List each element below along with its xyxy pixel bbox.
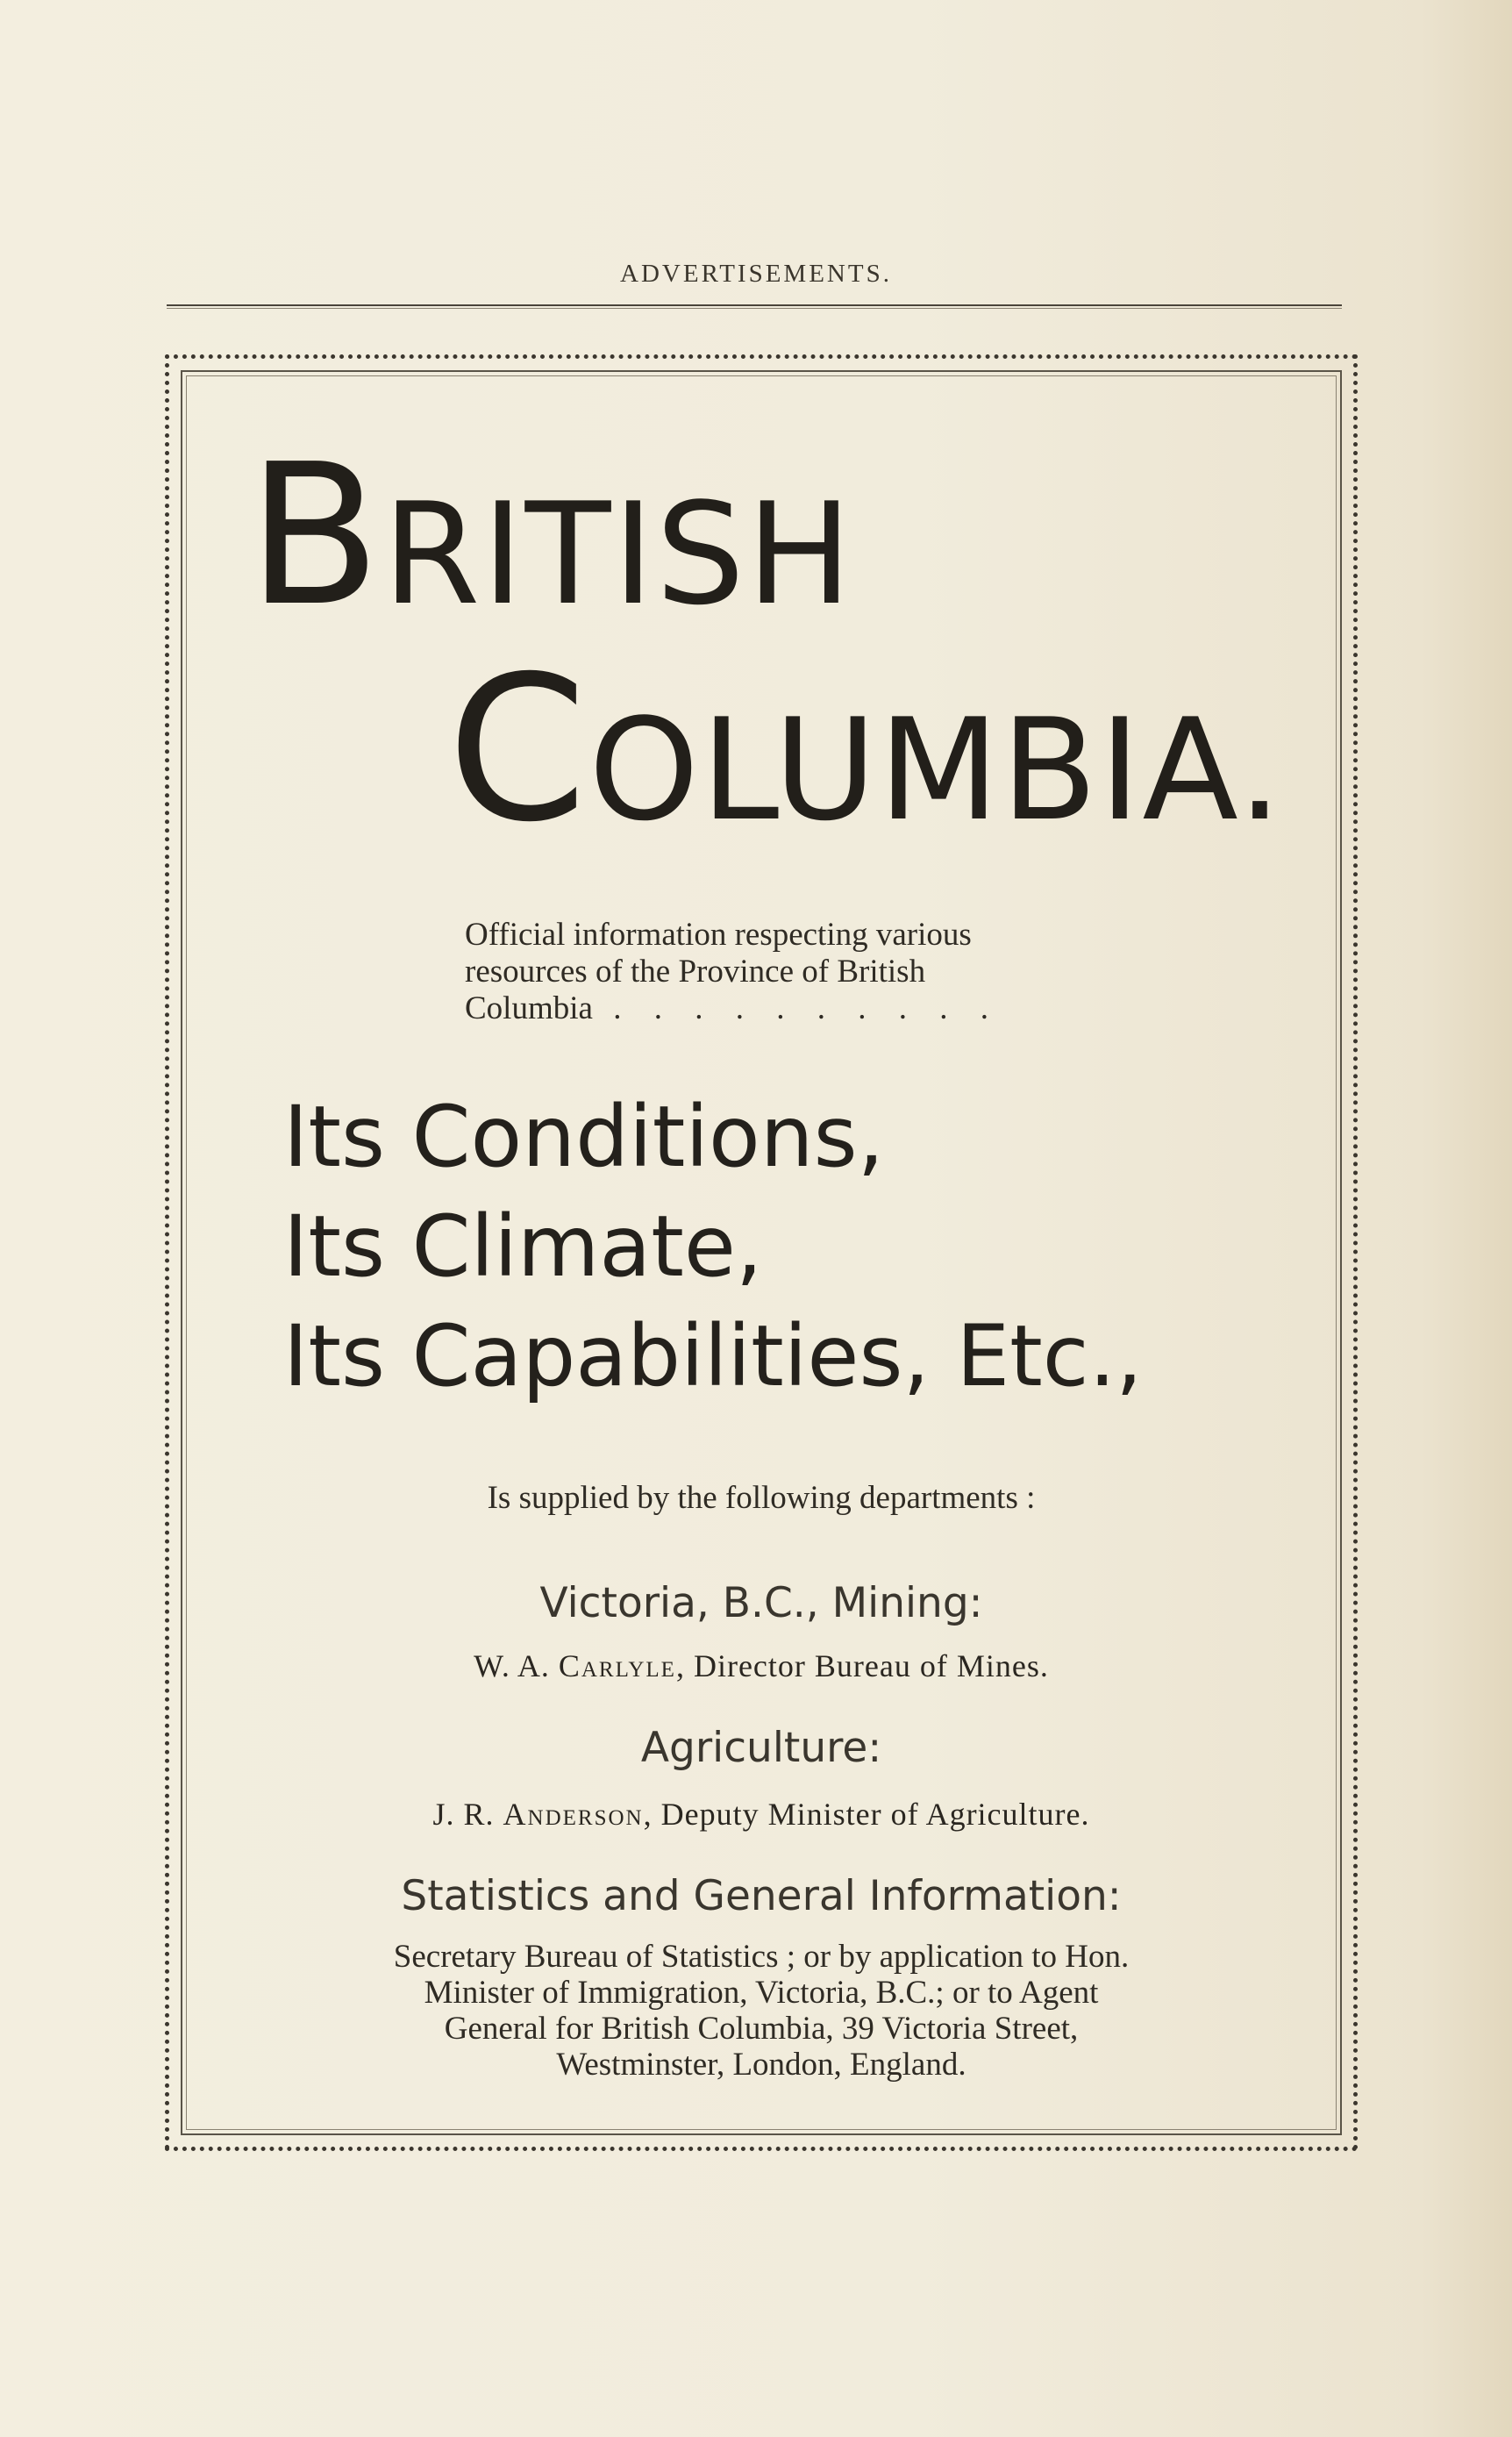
title-british-rest: RITISH xyxy=(382,472,854,636)
intro-line-1: Official information respecting various xyxy=(465,917,972,953)
headline-climate: Its Climate, xyxy=(283,1197,763,1296)
statistics-line: Minister of Immigration, Victoria, B.C.; or to Agent xyxy=(424,1975,1099,2011)
title-columbia-initial: C xyxy=(447,632,589,866)
headline-capabilities: Its Capabilities, Etc., xyxy=(283,1307,1143,1405)
header-rule-thin xyxy=(167,308,1342,309)
department-contact-mining xyxy=(186,1647,1337,1684)
statistics-paragraph xyxy=(186,1939,1337,2083)
contact-surname: Anderson xyxy=(503,1797,644,1832)
intro-line-2: resources of the Province of British xyxy=(465,954,926,990)
department-heading-mining: Victoria, B.C., Mining: xyxy=(539,1579,983,1627)
title-british-initial: B xyxy=(247,423,383,649)
contact-surname: Carlyle xyxy=(558,1648,676,1683)
statistics-line: Westminster, London, England. xyxy=(556,2047,966,2083)
title-columbia-rest: OLUMBIA. xyxy=(588,688,1284,852)
header-rule xyxy=(167,304,1342,306)
supplied-by-line: Is supplied by the following departments : xyxy=(487,1480,1036,1516)
intro-line-3-text: Columbia xyxy=(465,990,593,1026)
statistics-line: General for British Columbia, 39 Victoria Street, xyxy=(444,2011,1079,2047)
department-heading-agriculture: Agriculture: xyxy=(640,1724,882,1772)
intro-paragraph xyxy=(465,917,1079,1027)
running-head: ADVERTISEMENTS. xyxy=(620,260,892,288)
statistics-heading: Statistics and General Information: xyxy=(401,1872,1122,1920)
contact-initials: J. R. xyxy=(432,1797,503,1832)
department-contact-agriculture xyxy=(186,1796,1337,1833)
title-british xyxy=(247,423,854,649)
intro-line-3 xyxy=(465,990,1079,1027)
dot-leader: . . . . . . . . . . xyxy=(592,990,1001,1026)
title-columbia xyxy=(447,632,1284,866)
contact-initials: W. A. xyxy=(474,1648,559,1683)
contact-role: , Deputy Minister of Agriculture. xyxy=(643,1797,1090,1832)
headline-conditions: Its Conditions, xyxy=(283,1088,885,1186)
contact-role: , Director Bureau of Mines. xyxy=(675,1648,1049,1683)
statistics-line: Secretary Bureau of Statistics ; or by application to Hon. xyxy=(393,1939,1130,1975)
